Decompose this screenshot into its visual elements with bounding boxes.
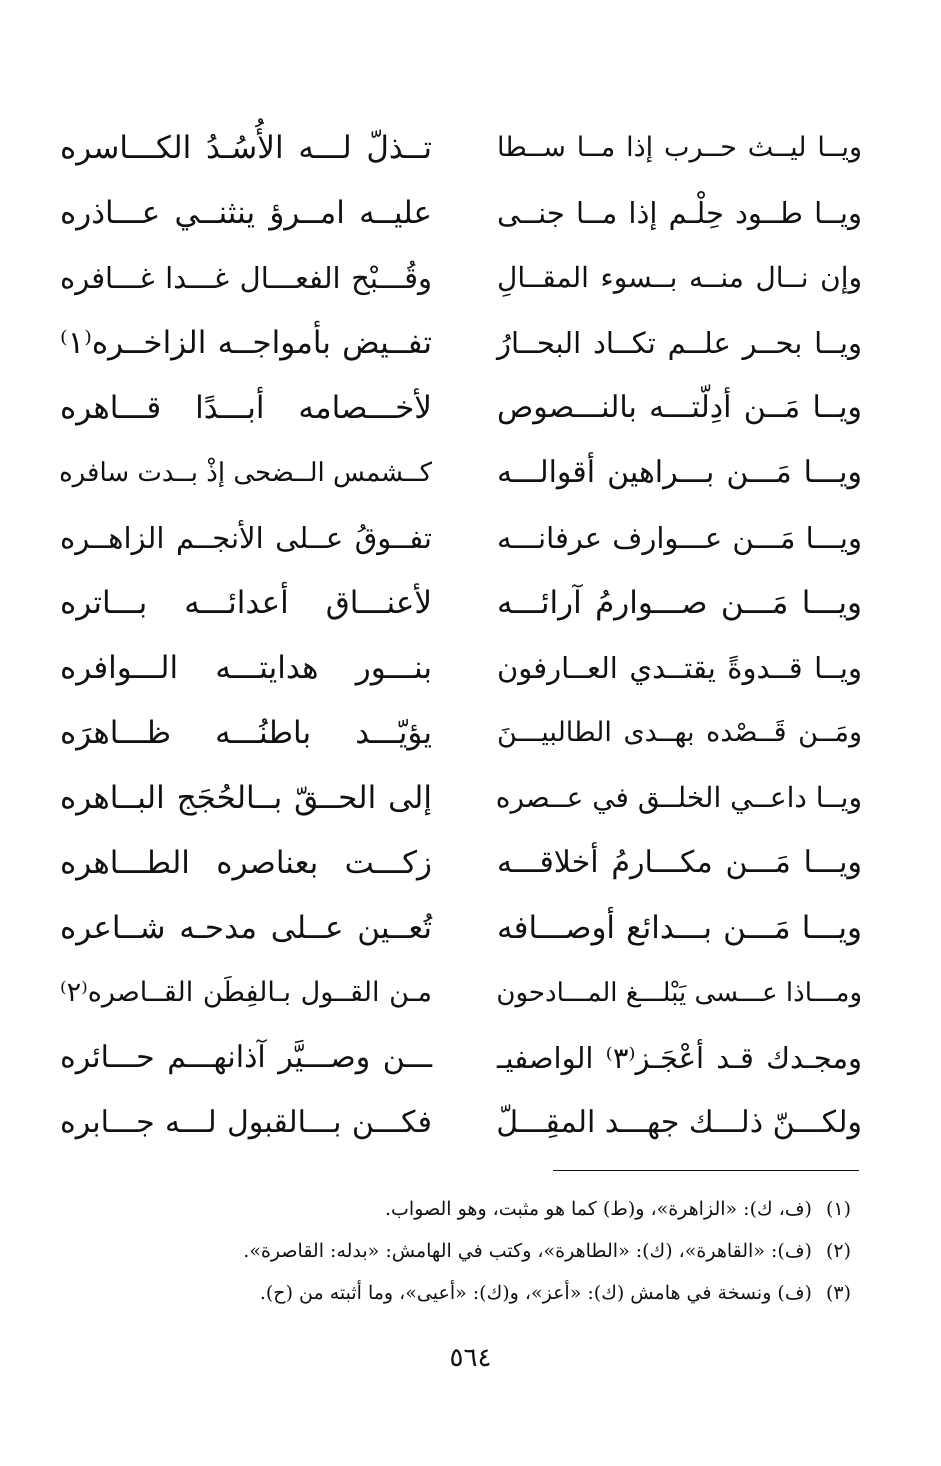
verse-second-hemistich: عليــه امــرؤ ينثنــي عـــاذره [60, 195, 432, 231]
verse [40, 1093, 870, 1158]
verse-first-hemistich: ويـــا مَـــن صـــوارمُ آرائـــه [497, 585, 862, 621]
verse-second-hemistich: تفــوقُ عــلى الأنجــم الزاهــره [60, 521, 432, 555]
verse [40, 573, 870, 638]
verse-second-hemistich: مـن القــول بـالفِطَن القــاصره⁽٢⁾ [60, 977, 432, 1008]
verse [40, 768, 870, 833]
verse [40, 963, 870, 1028]
footnote [71, 1230, 851, 1272]
verse-first-hemistich: ويـــا مَـــن بـــدائع أوصـــافه [497, 910, 862, 946]
verse [40, 898, 870, 963]
verse [40, 183, 870, 248]
verse-first-hemistich: ويـــا مَـــن عـــوارف عرفانـــه [497, 521, 862, 555]
footnote-divider [553, 1170, 859, 1171]
verse-first-hemistich: ومـــاذا عـــسى يَبْلـــغ المـــادحون [496, 978, 862, 1008]
verse [40, 638, 870, 703]
footnote [71, 1272, 851, 1314]
verse-second-hemistich: تفــيض بأمواجــه الزاخــره⁽١⁾ [60, 325, 432, 361]
verse-second-hemistich: بنـــور هدايتـــه الـــوافره [60, 650, 432, 686]
verse-second-hemistich: كــشمس الــضحى إذْ بــدت سافره [59, 458, 432, 488]
verse-second-hemistich: لأعنـــاق أعدائـــه بـــاتره [60, 585, 432, 621]
verse [40, 703, 870, 768]
verse [40, 833, 870, 898]
verse-second-hemistich: وقُـــبْح الفعـــال غـــدا غـــافره [60, 261, 432, 295]
verse-first-hemistich: ويــا بحــر علــم تكــاد البحــارُ [497, 326, 862, 360]
verse-first-hemistich: ومَــن قَــصْده بهــدى الطالبيـــنَ [497, 717, 862, 748]
page-number: ٥٦٤ [449, 1343, 492, 1373]
verse-second-hemistich: لأخـــصامه أبـــدًا قـــاهره [60, 390, 432, 426]
footnote [71, 1188, 851, 1230]
verse-first-hemistich: ومجـدك قـد أعْجَـز⁽٣⁾ الواصفيـ [497, 1041, 862, 1075]
verse-first-hemistich: ويــا طــود حِلْـم إذا مــا جنــى [497, 196, 862, 230]
verse-second-hemistich: ـــن وصـــيَّر آذانهـــم حـــائره [60, 1040, 432, 1075]
verse-second-hemistich: زكـــت بعناصره الطـــاهره [60, 845, 432, 881]
verse [40, 1028, 870, 1093]
verse-second-hemistich: إلى الحــقّ بــالحُجَج البــاهره [60, 780, 432, 816]
verse [40, 118, 870, 183]
verse-first-hemistich: ولكـــنّ ذلـــك جهـــد المقِـــلّ [496, 1105, 862, 1140]
verse-first-hemistich: ويــا قــدوةً يقتــدي العــارفون [497, 651, 862, 685]
footnote-text: (ف) ونسخة في هامش (ك): «أعز»، و(ك): «أعيى»، وما أثبته من (ح). [259, 1282, 812, 1304]
verse-second-hemistich: تــذلّ لـــه الأُسُـدُ الكـــاسره [60, 130, 432, 166]
verse-first-hemistich: ويــا ليــث حــرب إذا مــا ســطا [497, 132, 862, 163]
verse [40, 248, 870, 313]
verse-second-hemistich: يؤيّـــد باطنُـــه ظـــاهرَه [60, 715, 432, 751]
verse [40, 378, 870, 443]
footnote-number: (٣) [825, 1282, 851, 1304]
footnote-number: (١) [825, 1198, 851, 1220]
footnote-text: (ف، ك): «الزاهرة»، و(ط) كما هو مثبت، وهو الصواب. [385, 1198, 812, 1220]
footnote-text: (ف): «القاهرة»، (ك): «الطاهرة»، وكتب في الهامش: «بدله: القاصرة». [243, 1240, 812, 1262]
verse-second-hemistich: تُعــين عــلى مدحـه شــاعره [60, 910, 432, 946]
verse-first-hemistich: وإن نــال منــه بــسوء المقــالِ [497, 261, 862, 294]
verse [40, 313, 870, 378]
verse-first-hemistich: ويـــا مَـــن بـــراهين أقوالـــه [497, 455, 862, 490]
verse [40, 508, 870, 573]
verse [40, 443, 870, 508]
verse-first-hemistich: ويــا مَــن أدِلّتـــه بالنـــصوص [497, 390, 862, 425]
verse-first-hemistich: ويـــا مَـــن مكـــارمُ أخلاقـــه [497, 845, 862, 880]
verse-first-hemistich: ويــا داعــي الخلــق في عــصره [495, 781, 862, 814]
verse-second-hemistich: فكـــن بـــالقبول لـــه جـــابره [60, 1105, 432, 1140]
footnote-number: (٢) [825, 1240, 851, 1262]
poem [40, 118, 870, 1158]
footnotes [71, 1188, 851, 1314]
